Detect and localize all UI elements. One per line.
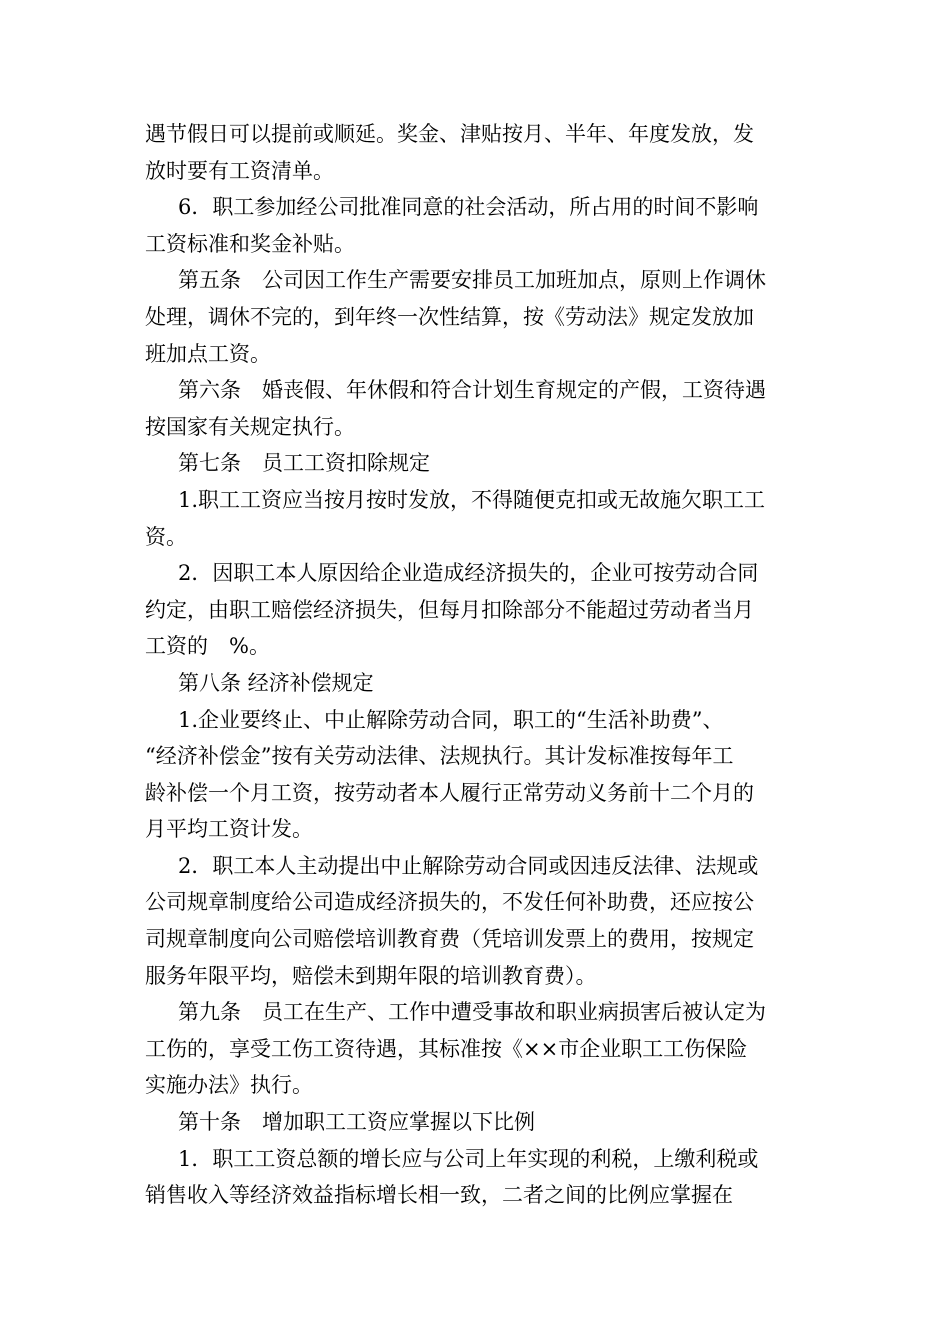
text-line: 服务年限平均，赔偿未到期年限的培训教育费）。: [145, 963, 597, 988]
text-line: 班加点工资。: [145, 341, 271, 366]
text-line: 司规章制度向公司赔偿培训教育费（凭培训发票上的费用，按规定: [145, 927, 754, 952]
text-line: 资。: [145, 524, 187, 549]
text-line: 2．职工本人主动提出中止解除劳动合同或因违反法律、法规或: [178, 853, 759, 878]
text-line: 公司规章制度给公司造成经济损失的，不发任何补助费，还应按公: [145, 890, 754, 915]
text-line: 龄补偿一个月工资，按劳动者本人履行正常劳动义务前十二个月的: [145, 780, 754, 805]
text-line: 第九条 员工在生产、工作中遭受事故和职业病损害后被认定为: [178, 1000, 766, 1025]
text-line: 工资的 %。: [145, 634, 270, 659]
text-line: 遇节假日可以提前或顺延。奖金、津贴按月、半年、年度发放，发: [145, 122, 754, 146]
text-line: 销售收入等经济效益指标增长相一致，二者之间的比例应掌握在: [145, 1183, 733, 1208]
text-line: 1.企业要终止、中止解除劳动合同，职工的“生活补助费”、: [178, 707, 724, 732]
text-line: 第五条 公司因工作生产需要安排员工加班加点，原则上作调休: [178, 268, 766, 293]
text-line: 第八条 经济补偿规定: [178, 670, 374, 695]
document-body: [145, 116, 807, 1214]
text-line: 工伤的，享受工伤工资待遇，其标准按《××市企业职工工伤保险: [145, 1036, 748, 1061]
text-line: 第七条 员工工资扣除规定: [178, 451, 430, 476]
text-line: 工资标准和奖金补贴。: [145, 231, 355, 256]
text-line: 放时要有工资清单。: [145, 158, 334, 183]
text-line: 月平均工资计发。: [145, 817, 313, 842]
text-line: 约定，由职工赔偿经济损失，但每月扣除部分不能超过劳动者当月: [145, 597, 754, 622]
text-line: 6．职工参加经公司批准同意的社会活动，所占用的时间不影响: [178, 195, 759, 220]
text-line: 按国家有关规定执行。: [145, 414, 355, 439]
text-line: 处理，调休不完的，到年终一次性结算，按《劳动法》规定发放加: [145, 304, 754, 329]
text-line: 实施办法》执行。: [145, 1073, 313, 1098]
text-line: 1.职工工资应当按月按时发放，不得随便克扣或无故施欠职工工: [178, 487, 766, 512]
text-line: “经济补偿金”按有关劳动法律、法规执行。其计发标准按每年工: [145, 744, 734, 769]
text-line: 第十条 增加职工工资应掌握以下比例: [178, 1110, 535, 1135]
text-line: 第六条 婚丧假、年休假和符合计划生育规定的产假，工资待遇: [178, 378, 766, 403]
text-line: 2．因职工本人原因给企业造成经济损失的，企业可按劳动合同: [178, 561, 759, 586]
text-line: 1．职工工资总额的增长应与公司上年实现的利税，上缴利税或: [178, 1146, 759, 1171]
